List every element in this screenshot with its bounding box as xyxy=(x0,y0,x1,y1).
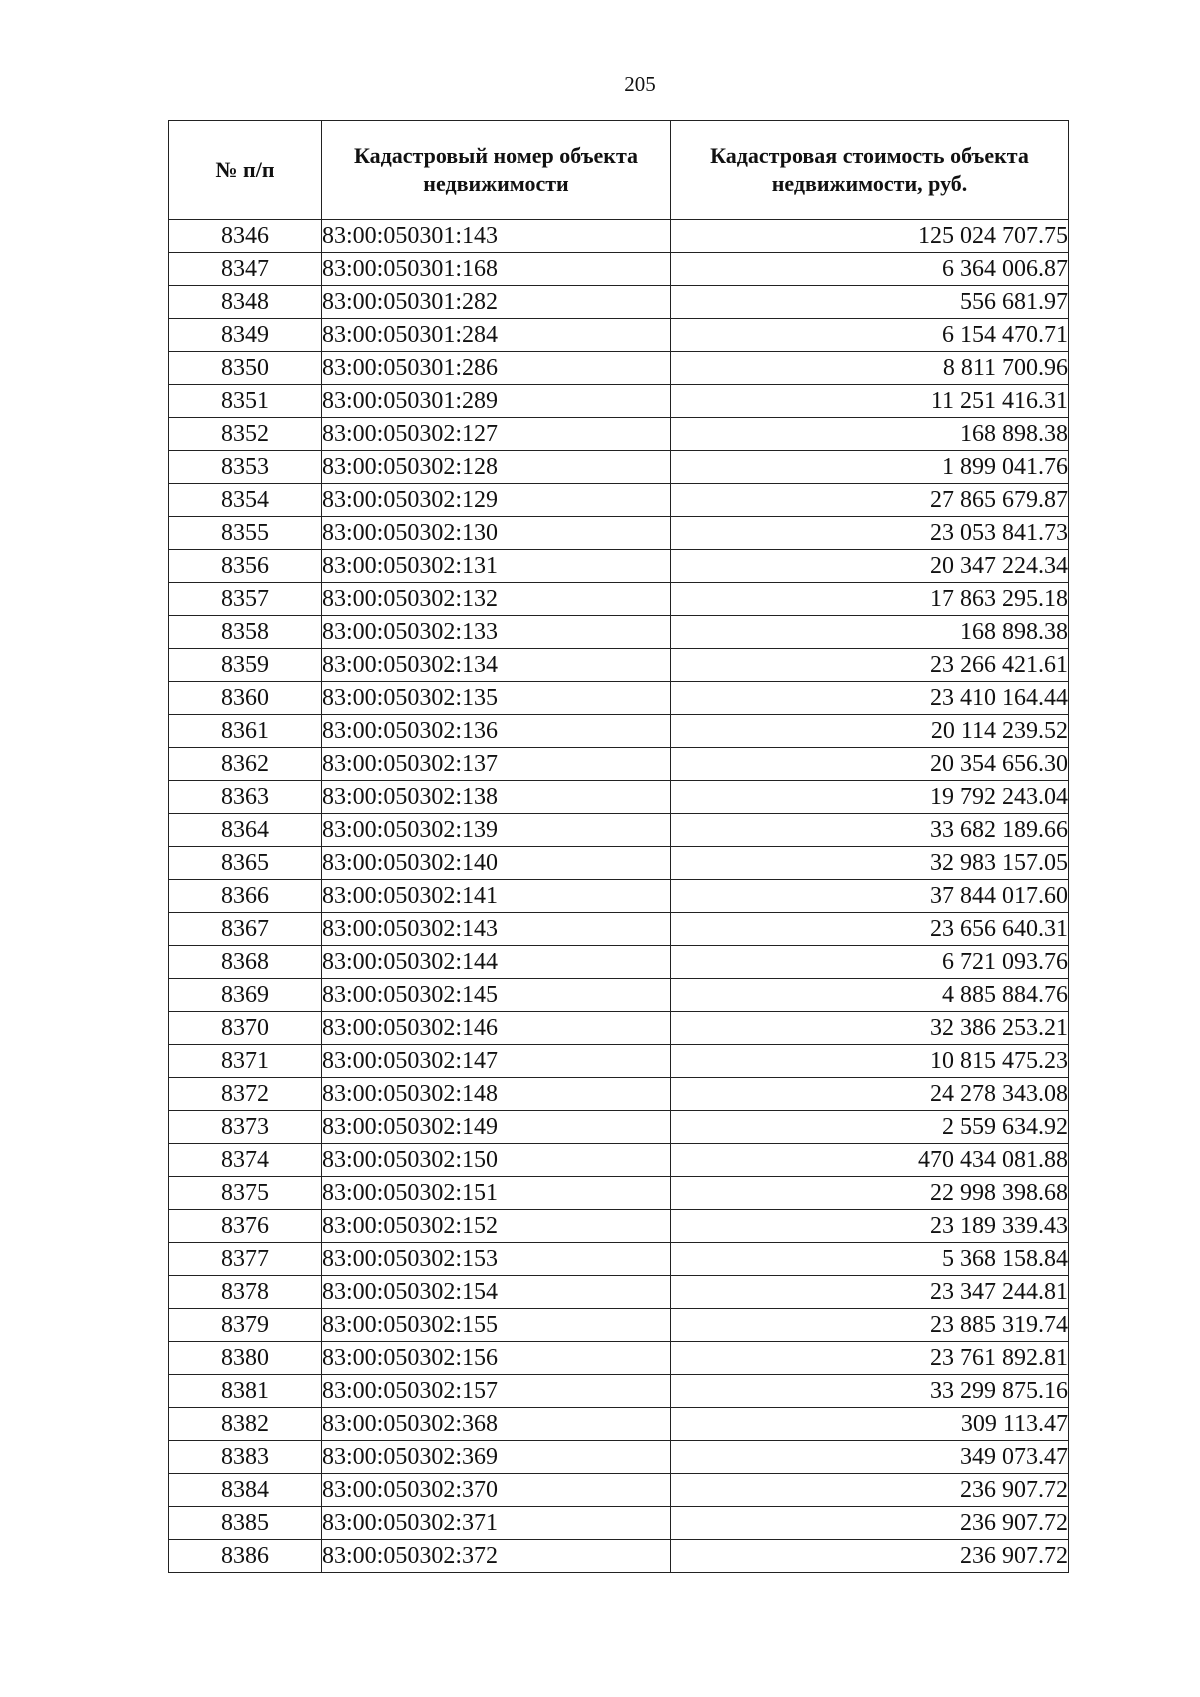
cadastral-number-cell: 83:00:050302:128 xyxy=(322,451,671,484)
row-number-cell: 8355 xyxy=(169,517,322,550)
table-row xyxy=(169,418,1069,451)
cadastral-value-cell: 23 347 244.81 xyxy=(671,1276,1069,1309)
cadastral-value-cell: 32 983 157.05 xyxy=(671,847,1069,880)
cadastral-number-cell: 83:00:050302:156 xyxy=(322,1342,671,1375)
table-row xyxy=(169,1144,1069,1177)
cadastral-number-cell: 83:00:050302:138 xyxy=(322,781,671,814)
table-row xyxy=(169,1111,1069,1144)
cadastral-value-cell: 33 682 189.66 xyxy=(671,814,1069,847)
row-number-cell: 8370 xyxy=(169,1012,322,1045)
cadastral-value-cell: 309 113.47 xyxy=(671,1408,1069,1441)
row-number-cell: 8384 xyxy=(169,1474,322,1507)
cadastral-value-cell: 236 907.72 xyxy=(671,1474,1069,1507)
cadastral-number-cell: 83:00:050301:168 xyxy=(322,253,671,286)
table-row xyxy=(169,880,1069,913)
row-number-cell: 8347 xyxy=(169,253,322,286)
row-number-cell: 8352 xyxy=(169,418,322,451)
row-number-cell: 8365 xyxy=(169,847,322,880)
table-row xyxy=(169,1243,1069,1276)
cadastral-value-cell: 23 656 640.31 xyxy=(671,913,1069,946)
table-row xyxy=(169,451,1069,484)
table-row xyxy=(169,1210,1069,1243)
row-number-cell: 8349 xyxy=(169,319,322,352)
cadastral-value-cell: 32 386 253.21 xyxy=(671,1012,1069,1045)
cadastral-number-cell: 83:00:050301:143 xyxy=(322,220,671,253)
table-row xyxy=(169,220,1069,253)
cadastral-number-cell: 83:00:050302:141 xyxy=(322,880,671,913)
row-number-cell: 8372 xyxy=(169,1078,322,1111)
row-number-cell: 8381 xyxy=(169,1375,322,1408)
cadastral-number-cell: 83:00:050302:155 xyxy=(322,1309,671,1342)
cadastral-value-cell: 20 347 224.34 xyxy=(671,550,1069,583)
cadastral-value-cell: 168 898.38 xyxy=(671,616,1069,649)
cadastral-number-cell: 83:00:050302:131 xyxy=(322,550,671,583)
cadastral-value-cell: 23 761 892.81 xyxy=(671,1342,1069,1375)
table-row xyxy=(169,1276,1069,1309)
table-row xyxy=(169,1540,1069,1573)
header-cadastral-number: Кадастровый номер объекта недвижимости xyxy=(322,121,671,220)
table-row xyxy=(169,1474,1069,1507)
row-number-cell: 8377 xyxy=(169,1243,322,1276)
cadastral-number-cell: 83:00:050301:289 xyxy=(322,385,671,418)
table-header xyxy=(169,121,1069,220)
cadastral-number-cell: 83:00:050302:127 xyxy=(322,418,671,451)
table-row xyxy=(169,649,1069,682)
cadastral-value-cell: 6 721 093.76 xyxy=(671,946,1069,979)
cadastral-value-cell: 6 154 470.71 xyxy=(671,319,1069,352)
row-number-cell: 8385 xyxy=(169,1507,322,1540)
table-row xyxy=(169,352,1069,385)
row-number-cell: 8379 xyxy=(169,1309,322,1342)
cadastral-number-cell: 83:00:050302:372 xyxy=(322,1540,671,1573)
table-row xyxy=(169,946,1069,979)
table-row xyxy=(169,781,1069,814)
cadastral-value-cell: 11 251 416.31 xyxy=(671,385,1069,418)
cadastral-value-cell: 349 073.47 xyxy=(671,1441,1069,1474)
table-row xyxy=(169,253,1069,286)
row-number-cell: 8382 xyxy=(169,1408,322,1441)
cadastral-number-cell: 83:00:050301:282 xyxy=(322,286,671,319)
table-row xyxy=(169,1375,1069,1408)
cadastral-value-cell: 2 559 634.92 xyxy=(671,1111,1069,1144)
row-number-cell: 8366 xyxy=(169,880,322,913)
table-row xyxy=(169,748,1069,781)
cadastral-value-cell: 37 844 017.60 xyxy=(671,880,1069,913)
cadastral-value-cell: 470 434 081.88 xyxy=(671,1144,1069,1177)
row-number-cell: 8346 xyxy=(169,220,322,253)
cadastral-value-cell: 4 885 884.76 xyxy=(671,979,1069,1012)
table-row xyxy=(169,682,1069,715)
table-row xyxy=(169,1408,1069,1441)
table-row xyxy=(169,979,1069,1012)
row-number-cell: 8371 xyxy=(169,1045,322,1078)
cadastral-number-cell: 83:00:050302:371 xyxy=(322,1507,671,1540)
table-row xyxy=(169,286,1069,319)
cadastral-number-cell: 83:00:050302:133 xyxy=(322,616,671,649)
row-number-cell: 8368 xyxy=(169,946,322,979)
table-row xyxy=(169,319,1069,352)
cadastral-number-cell: 83:00:050302:145 xyxy=(322,979,671,1012)
row-number-cell: 8367 xyxy=(169,913,322,946)
row-number-cell: 8356 xyxy=(169,550,322,583)
row-number-cell: 8364 xyxy=(169,814,322,847)
table-row xyxy=(169,1309,1069,1342)
cadastral-number-cell: 83:00:050302:154 xyxy=(322,1276,671,1309)
page-number: 205 xyxy=(624,72,656,96)
row-number-cell: 8354 xyxy=(169,484,322,517)
table-row xyxy=(169,1012,1069,1045)
cadastral-value-cell: 8 811 700.96 xyxy=(671,352,1069,385)
table-row xyxy=(169,1441,1069,1474)
cadastral-value-cell: 24 278 343.08 xyxy=(671,1078,1069,1111)
cadastral-value-cell: 10 815 475.23 xyxy=(671,1045,1069,1078)
cadastral-number-cell: 83:00:050302:153 xyxy=(322,1243,671,1276)
cadastral-value-cell: 236 907.72 xyxy=(671,1540,1069,1573)
row-number-cell: 8357 xyxy=(169,583,322,616)
cadastral-value-cell: 1 899 041.76 xyxy=(671,451,1069,484)
row-number-cell: 8386 xyxy=(169,1540,322,1573)
table-row xyxy=(169,1507,1069,1540)
table-row xyxy=(169,1078,1069,1111)
cadastral-value-cell: 19 792 243.04 xyxy=(671,781,1069,814)
cadastral-number-cell: 83:00:050302:148 xyxy=(322,1078,671,1111)
cadastral-number-cell: 83:00:050302:137 xyxy=(322,748,671,781)
cadastral-number-cell: 83:00:050302:152 xyxy=(322,1210,671,1243)
cadastral-number-cell: 83:00:050302:139 xyxy=(322,814,671,847)
row-number-cell: 8374 xyxy=(169,1144,322,1177)
cadastral-value-cell: 23 053 841.73 xyxy=(671,517,1069,550)
header-row-number: № п/п xyxy=(169,121,322,220)
row-number-cell: 8361 xyxy=(169,715,322,748)
cadastral-value-cell: 23 410 164.44 xyxy=(671,682,1069,715)
cadastral-value-cell: 22 998 398.68 xyxy=(671,1177,1069,1210)
cadastral-number-cell: 83:00:050302:157 xyxy=(322,1375,671,1408)
row-number-cell: 8363 xyxy=(169,781,322,814)
cadastral-number-cell: 83:00:050302:130 xyxy=(322,517,671,550)
cadastral-number-cell: 83:00:050302:146 xyxy=(322,1012,671,1045)
row-number-cell: 8369 xyxy=(169,979,322,1012)
cadastral-number-cell: 83:00:050302:147 xyxy=(322,1045,671,1078)
cadastral-number-cell: 83:00:050302:370 xyxy=(322,1474,671,1507)
table-row xyxy=(169,550,1069,583)
cadastral-value-table xyxy=(168,120,1069,1573)
row-number-cell: 8351 xyxy=(169,385,322,418)
row-number-cell: 8359 xyxy=(169,649,322,682)
cadastral-value-cell: 33 299 875.16 xyxy=(671,1375,1069,1408)
table-row xyxy=(169,517,1069,550)
row-number-cell: 8360 xyxy=(169,682,322,715)
cadastral-value-cell: 125 024 707.75 xyxy=(671,220,1069,253)
table-row xyxy=(169,847,1069,880)
cadastral-value-cell: 20 354 656.30 xyxy=(671,748,1069,781)
cadastral-value-cell: 20 114 239.52 xyxy=(671,715,1069,748)
cadastral-value-cell: 23 885 319.74 xyxy=(671,1309,1069,1342)
cadastral-value-cell: 6 364 006.87 xyxy=(671,253,1069,286)
row-number-cell: 8380 xyxy=(169,1342,322,1375)
cadastral-value-cell: 23 189 339.43 xyxy=(671,1210,1069,1243)
cadastral-number-cell: 83:00:050302:143 xyxy=(322,913,671,946)
table-row xyxy=(169,715,1069,748)
cadastral-number-cell: 83:00:050301:284 xyxy=(322,319,671,352)
cadastral-number-cell: 83:00:050302:144 xyxy=(322,946,671,979)
header-row xyxy=(169,121,1069,220)
table-row xyxy=(169,1342,1069,1375)
row-number-cell: 8358 xyxy=(169,616,322,649)
row-number-cell: 8348 xyxy=(169,286,322,319)
table-row xyxy=(169,385,1069,418)
table-body xyxy=(169,220,1069,1573)
cadastral-value-cell: 23 266 421.61 xyxy=(671,649,1069,682)
row-number-cell: 8383 xyxy=(169,1441,322,1474)
cadastral-number-cell: 83:00:050302:129 xyxy=(322,484,671,517)
cadastral-number-cell: 83:00:050302:134 xyxy=(322,649,671,682)
table-row xyxy=(169,583,1069,616)
table-row xyxy=(169,1045,1069,1078)
row-number-cell: 8362 xyxy=(169,748,322,781)
cadastral-value-cell: 556 681.97 xyxy=(671,286,1069,319)
cadastral-number-cell: 83:00:050301:286 xyxy=(322,352,671,385)
cadastral-number-cell: 83:00:050302:140 xyxy=(322,847,671,880)
table-row xyxy=(169,814,1069,847)
cadastral-number-cell: 83:00:050302:149 xyxy=(322,1111,671,1144)
cadastral-number-cell: 83:00:050302:150 xyxy=(322,1144,671,1177)
cadastral-value-cell: 5 368 158.84 xyxy=(671,1243,1069,1276)
row-number-cell: 8353 xyxy=(169,451,322,484)
cadastral-value-cell: 27 865 679.87 xyxy=(671,484,1069,517)
row-number-cell: 8378 xyxy=(169,1276,322,1309)
row-number-cell: 8375 xyxy=(169,1177,322,1210)
cadastral-number-cell: 83:00:050302:136 xyxy=(322,715,671,748)
row-number-cell: 8373 xyxy=(169,1111,322,1144)
row-number-cell: 8350 xyxy=(169,352,322,385)
cadastral-number-cell: 83:00:050302:151 xyxy=(322,1177,671,1210)
table-row xyxy=(169,484,1069,517)
table-row xyxy=(169,1177,1069,1210)
cadastral-value-cell: 236 907.72 xyxy=(671,1507,1069,1540)
table-row xyxy=(169,616,1069,649)
cadastral-value-cell: 17 863 295.18 xyxy=(671,583,1069,616)
cadastral-number-cell: 83:00:050302:132 xyxy=(322,583,671,616)
header-cadastral-value: Кадастровая стоимость объекта недвижимости, руб. xyxy=(671,121,1069,220)
cadastral-number-cell: 83:00:050302:369 xyxy=(322,1441,671,1474)
cadastral-number-cell: 83:00:050302:135 xyxy=(322,682,671,715)
row-number-cell: 8376 xyxy=(169,1210,322,1243)
cadastral-value-cell: 168 898.38 xyxy=(671,418,1069,451)
table-row xyxy=(169,913,1069,946)
cadastral-number-cell: 83:00:050302:368 xyxy=(322,1408,671,1441)
